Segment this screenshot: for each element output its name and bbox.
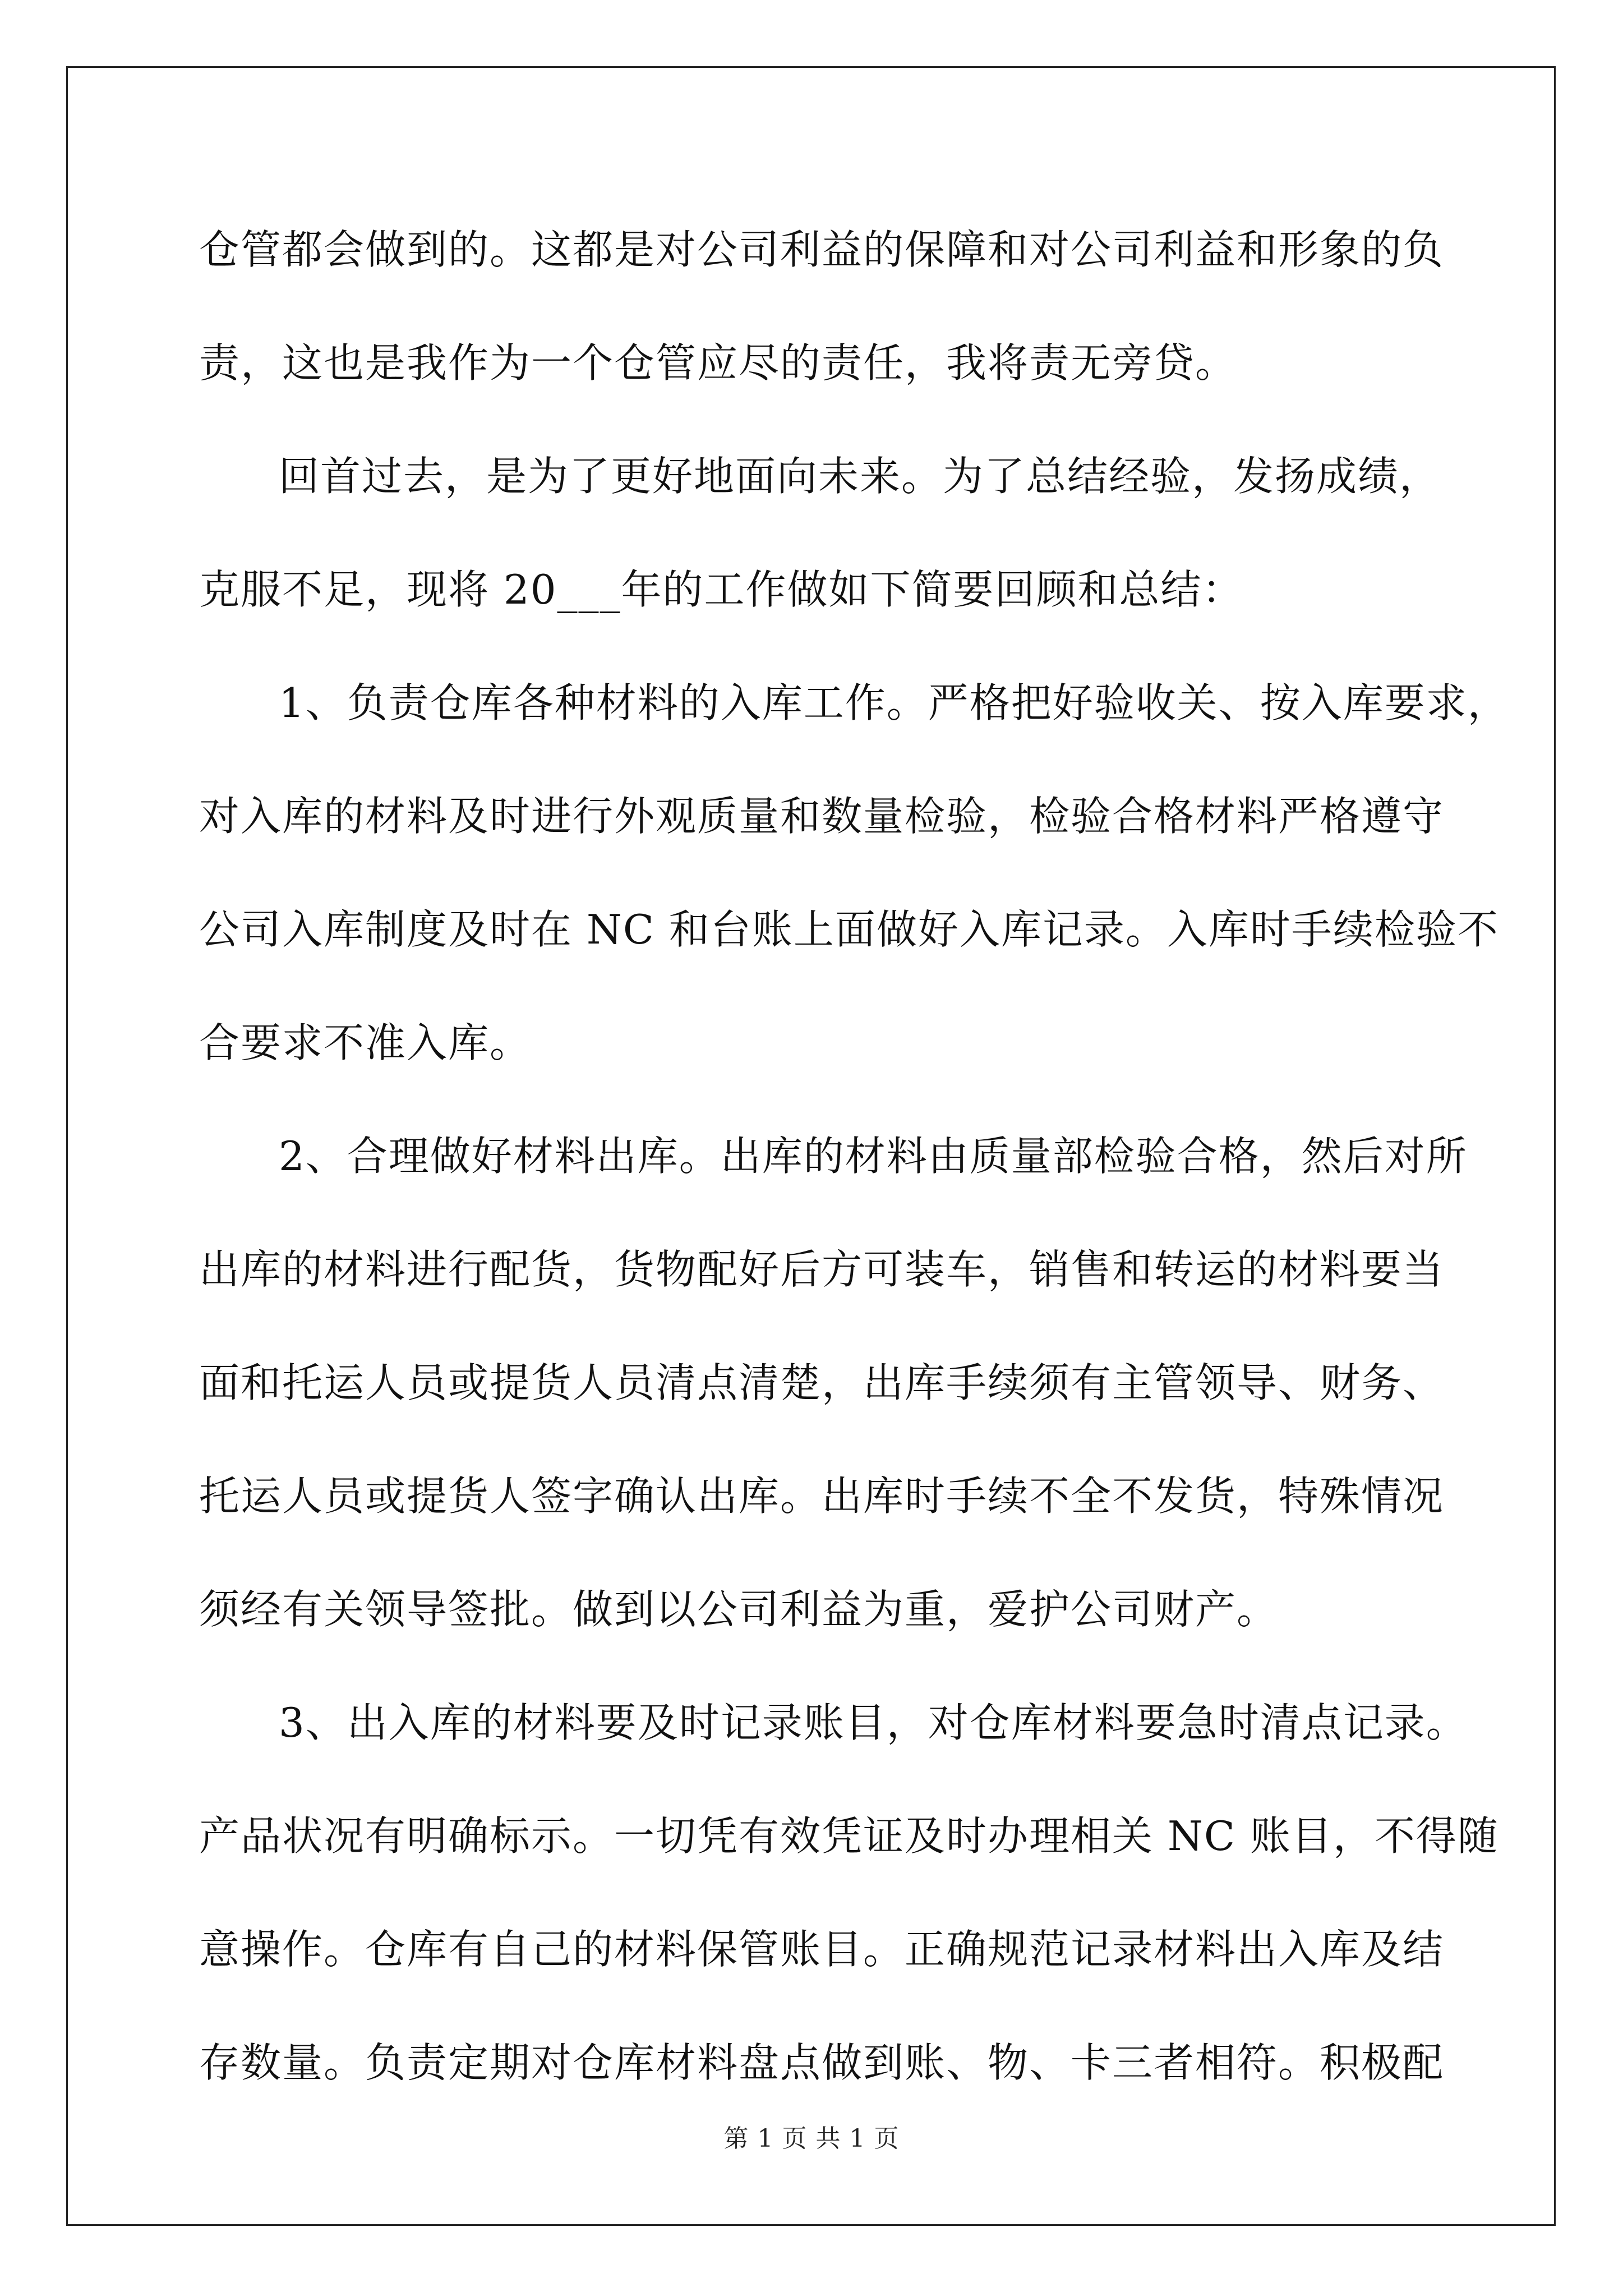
text-line: 责，这也是我作为一个仓管应尽的责任，我将责无旁贷。 (199, 339, 1237, 386)
text-line: 出库的材料进行配货，货物配好后方可装车，销售和转运的材料要当 (199, 1246, 1445, 1293)
document-body (199, 219, 1509, 2145)
paragraph-start-line: 1、负责仓库各种材料的入库工作。严格把好验收关、按入库要求， (279, 679, 1509, 726)
text-line: 对入库的材料及时进行外观质量和数量检验，检验合格材料严格遵守 (199, 793, 1445, 840)
paragraph-start-line: 回首过去，是为了更好地面向未来。为了总结经验，发扬成绩， (279, 453, 1441, 500)
text-line: 存数量。负责定期对仓库材料盘点做到账、物、卡三者相符。积极配 (199, 2039, 1445, 2086)
text-line: 托运人员或提货人签字确认出库。出库时手续不全不发货，特殊情况 (199, 1473, 1445, 1520)
text-line: 合要求不准入库。 (199, 1019, 532, 1066)
text-line: 克服不足，现将 20___年的工作做如下简要回顾和总结： (199, 566, 1244, 613)
text-line: 公司入库制度及时在 NC 和台账上面做好入库记录。入库时手续检验不 (199, 906, 1499, 953)
text-line: 面和托运人员或提货人员清点清楚，出库手续须有主管领导、财务、 (199, 1359, 1445, 1406)
text-line: 产品状况有明确标示。一切凭有效凭证及时办理相关 NC 账目，不得随 (199, 1812, 1499, 1860)
paragraph-start-line: 3、出入库的材料要及时记录账目，对仓库材料要急时清点记录。 (279, 1699, 1468, 1746)
text-line: 意操作。仓库有自己的材料保管账目。正确规范记录材料出入库及结 (199, 1926, 1445, 1973)
paragraph-start-line: 2、合理做好材料出库。出库的材料由质量部检验合格，然后对所 (279, 1133, 1468, 1180)
text-line: 仓管都会做到的。这都是对公司利益的保障和对公司利益和形象的负 (199, 226, 1445, 273)
text-line: 须经有关领导签批。做到以公司利益为重，爱护公司财产。 (199, 1586, 1279, 1633)
page-number-footer: 第 1 页 共 1 页 (723, 2124, 900, 2153)
